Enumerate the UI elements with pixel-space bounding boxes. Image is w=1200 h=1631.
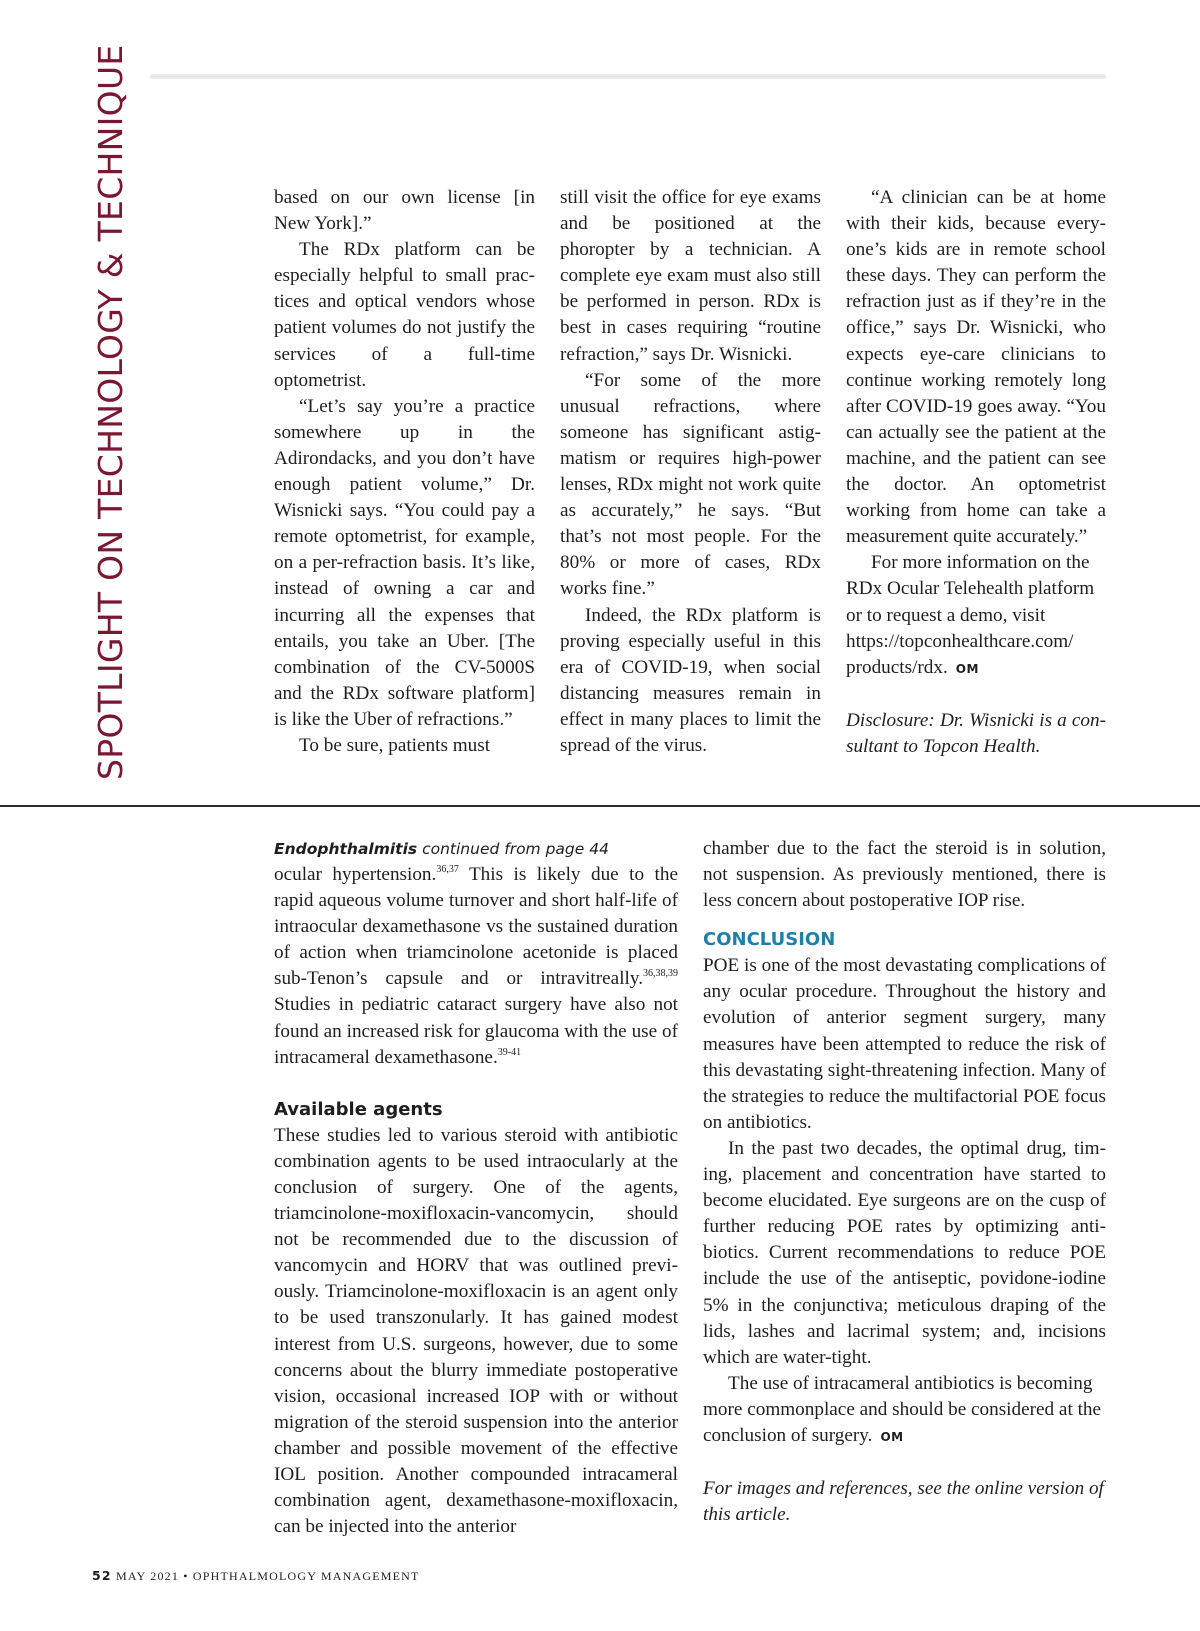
text: ocular hypertension. [274,864,437,885]
top-rule [150,74,1106,79]
section-divider [0,805,1200,807]
paragraph: The RDx platform can be especially helpful to small practices and optical vendors whose patient volumes do not justify the services of a full-time optometrist. [274,239,535,391]
paragraph: still visit the office for eye exams and be positioned at the phoropter by a technician. A complete eye exam must also still be performed in person. RDx is best in cases requiring “routine refraction,” says Dr. Wisnicki. [560,187,821,365]
paragraph: POE is one of the most devastating complications of any ocular procedure. Throughout the history and evolution of anterior segment surgery, many measures have been attempted to reduce the risk of this devastating sight-threatening infection. Many of the strategies to reduce the multifactorial POE focus on antibiotics. [703,955,1106,1133]
citation: 36,38,39 [643,968,678,980]
page-footer [92,1568,420,1584]
paragraph-more-info [846,550,1106,681]
paragraph [274,862,678,1071]
continued-label [274,836,678,862]
footnote: For images and references, see the online version of this article. [703,1478,1104,1526]
top-article-column-2 [560,185,821,759]
paragraph: chamber due to the fact the steroid is in solution, not suspension. As previously mentioned, there is less concern about postoperative IOP rise. [703,838,1106,912]
end-mark: OM [955,661,979,676]
page-number: 52 [92,1568,112,1583]
text: Studies in pediatric cataract surgery have also not found an increased risk for glaucoma with the use of intracameral dexamethasone. [274,994,678,1068]
section-label: SPOTLIGHT ON TECHNOLOGY & TECHNIQUE [91,44,130,780]
paragraph: “Let’s say you’re a practice somewhere up in the Adirondacks, and you don’t have enough patient volume,” Dr. Wisnicki says. “You could pay a remote optometrist, for example, on a per-refraction basis. It’s like, instead of owning a car and incurring all the expenses that entails, you take an Uber. [The combination of the CV-5000S and the RDx software platform] is like the Uber of refractions.” [274,395,535,730]
end-mark: OM [880,1429,904,1444]
text: The use of intracameral antibiotics is becoming more commonplace and should be considered at the conclusion of surgery. [703,1372,1102,1446]
paragraph: In the past two decades, the optimal drug, timing, placement and concentration have started to become elucidated. Eye surgeons are on the cusp of further reducing POE rates by optimizing antibiotics. Current recommendations to reduce POE include the use of the antiseptic, povidone-iodine 5% in the conjunctiva; meticulous draping of the lids, lashes and lacrimal system; and, incisions which are water-tight. [703,1137,1106,1368]
citation: 36,37 [436,864,459,875]
more-info-text: For more information on the RDx Ocular Telehealth platform or to request a demo, visit https://topconhealthcare.com/​products/rdx. [846,552,1095,678]
subheading: Available agents [274,1098,443,1120]
paragraph: These studies led to various steroid with antibiotic combination agents to be used intraocularly at the conclusion of surgery. One of the agents, triamcinolone-moxifloxacin-vancomycin, should not be recommended due to the discussion of vancomycin and HORV that was outlined previously. Triamcinolone-moxifloxacin is an agent only to be used transzonularly. It has gained modest interest from U.S. surgeons, however, due to some concerns about the blurry immediate postoperative vision, occasional increased IOP with or without migration of the steroid suspension into the anterior chamber and possible movement of the effective IOL position. Another compounded intracameral combination agent, dexamethasone-moxifloxacin, can be injected into the anterior [274,1124,678,1538]
continued-from: continued from page 44 [422,840,609,858]
footer-text: MAY 2021 • OPHTHALMOLOGY MANAGEMENT [116,1569,420,1583]
top-article-column-1 [274,185,535,759]
top-article-column-3 [846,185,1106,760]
paragraph: To be sure, patients must [299,734,491,756]
text: This is likely due to the rapid aqueous volume turnover and short half-life of intraocular dexamethasone vs the sustained duration of action when triamcinolone acetonide is placed sub-Tenon’s capsule and or intravitreally. [274,864,678,990]
bottom-article-column-2 [703,836,1106,1528]
paragraph: Indeed, the RDx platform is proving especially useful in this era of COVID-19, when social distancing measures remain in effect in many places to limit the spread of the virus. [560,604,821,756]
continued-title: Endophthalmitis [274,840,418,858]
paragraph [703,1371,1106,1450]
bottom-article-column-1 [274,836,678,1540]
disclosure: Disclosure: Dr. Wisnicki is a consultant to Topcon Health. [846,709,1106,757]
paragraph: “A clinician can be at home with their kids, because everyone’s kids are in remote school these days. They can perform the refraction just as if they’re in the office,” says Dr. Wisnicki, who expects eye-care clinicians to continue working remotely long after COVID-19 goes away. “You can actually see the patient at the machine, and the patient can see the doctor. An optometrist working from home can take a measurement quite accurately.” [846,187,1106,548]
citation: 39-41 [497,1046,522,1058]
paragraph: based on our own license [in New York].” [274,187,535,235]
conclusion-heading: CONCLUSION [703,929,836,951]
paragraph: “For some of the more unusual refractions, where someone has significant astigmatism or requires high-power lenses, RDx might not work quite as accurately,” he says. “But that’s not most people. For the 80% or more of cases, RDx works fine.” [560,369,821,600]
